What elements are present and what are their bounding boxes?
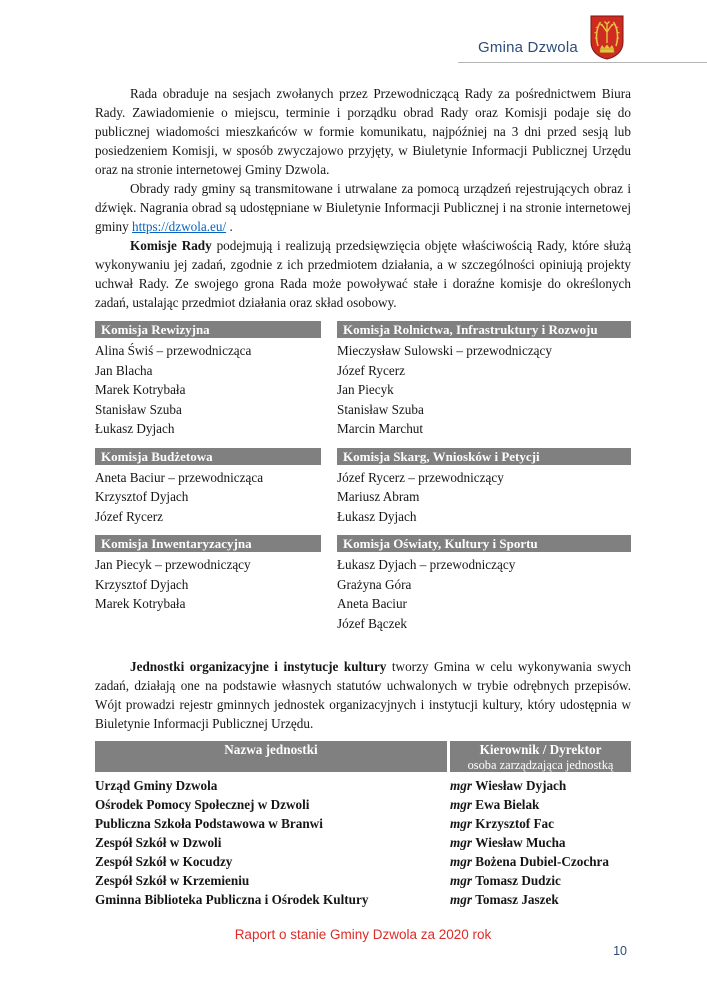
units-header-manager-title: Kierownik / Dyrektor [479,742,602,757]
committee-member: Aneta Baciur [337,596,407,611]
document-body [95,84,631,909]
committee-section-inwentaryzacyjna [95,535,321,633]
units-lead-in: Jednostki organizacyjne i instytucje kultury [130,659,387,674]
units-header-manager [450,741,631,772]
units-table [95,741,631,909]
paragraph-committees-text: podejmują i realizują przedsięwzięcia objęte właściwością Rady, które służą wykonywaniu jej zadań, zgodnie z ich przedmiotem działania, a w szczególności opiniują projekty uchwał Rady. Ze swojego grona Rada może powoływać stałe i doraźne komisje do określonych zadań, ustalając przedmiot działania oraz skład osobowy. [95,238,631,310]
units-header-name: Nazwa jednostki [95,741,447,772]
table-row [95,776,631,795]
unit-name-cell: Gminna Biblioteka Publiczna i Ośrodek Kultury [95,892,369,907]
committees-lead-in: Komisje Rady [130,238,212,253]
unit-manager-cell: mgr Tomasz Jaszek [450,892,559,907]
committee-member: Łukasz Dyjach [337,508,417,524]
committee-section-skarg [337,448,631,527]
table-row [95,871,631,890]
committee-member: Mieczysław Sulowski – przewodniczący [337,343,552,358]
committee-member: Aneta Baciur – przewodnicząca [95,469,264,485]
committee-section-rolnictwa [337,321,631,439]
committee-title-bar: Komisja Oświaty, Kultury i Sportu [337,535,631,552]
unit-name-cell: Zespół Szkół w Dzwoli [95,835,222,850]
committee-member-list [95,468,321,527]
paragraph-sessions: Rada obraduje na sesjach zwołanych przez Przewodniczącą Rady za pośrednictwem Biura Rady. Zawiadomienie o miejscu, terminie i porządku obrad Rady oraz Komisji podaje się do publicznej wiadomości mieszkańców w formie komunikatu, najpóźniej na 3 dni przed sesją lub posiedzeniem Komisji, w sposób zwyczajowo przyjęty, w Biuletynie Informacji Publicznej Urzędu oraz na stronie internetowej Gminy Dzwola. [95,86,631,177]
paragraph-broadcast-tail: . [226,219,233,234]
committee-section-oswiaty [337,535,631,633]
unit-manager-cell: mgr Wiesław Dyjach [450,778,567,793]
committee-section-rewizyjna [95,321,321,439]
unit-manager-cell: mgr Wiesław Mucha [450,835,566,850]
committee-title-bar: Komisja Skarg, Wniosków i Petycji [337,448,631,465]
committee-member: Stanisław Szuba [337,401,424,417]
committee-member: Marek Kotrybała [95,596,186,611]
committee-member: Jan Piecyk – przewodniczący [95,557,251,572]
paragraph-units [95,657,631,733]
committee-member: Józef Rycerz – przewodniczący [337,469,504,485]
committee-title-bar: Komisja Rewizyjna [95,321,321,338]
paragraph-broadcast-text: Obrady rady gminy są transmitowane i utrwalane za pomocą urządzeń rejestrujących obraz i dźwięk. Nagrania obrad są udostępniane w Biuletynie Informacji Publicznej i na stronie internetowej gminy [95,181,631,234]
header-divider [458,62,707,63]
table-row [95,890,631,909]
paragraph-broadcast [95,179,631,236]
committee-section-budzetowa [95,448,321,527]
table-row [95,795,631,814]
table-row [95,814,631,833]
committee-member: Łukasz Dyjach [95,421,175,436]
committee-member: Marcin Marchut [337,421,424,436]
committee-member: Grażyna Góra [337,576,412,592]
committee-member-list [337,555,631,633]
committee-member: Łukasz Dyjach – przewodniczący [337,557,516,572]
committee-member: Józef Rycerz [337,362,405,378]
unit-manager-cell: mgr Tomasz Dudzic [450,873,561,888]
committee-member-list [337,341,631,439]
table-row [95,852,631,871]
coat-of-arms-icon [590,15,624,60]
committee-title-bar: Komisja Rolnictwa, Infrastruktury i Rozwoju [337,321,631,338]
committee-member: Krzysztof Dyjach [95,576,189,592]
unit-name-cell: Ośrodek Pomocy Społecznej w Dzwoli [95,797,310,812]
unit-name-cell: Zespół Szkół w Kocudzy [95,854,233,869]
committee-member-list [95,555,321,614]
committees-grid [95,321,631,633]
committee-member: Józef Rycerz [95,508,163,524]
dzwola-website-link[interactable]: https://dzwola.eu/ [132,219,227,234]
footer-report-title: Raport o stanie Gminy Dzwola za 2020 rok [234,927,492,942]
unit-name-cell: Zespół Szkół w Krzemieniu [95,873,250,888]
table-row [95,833,631,852]
committee-member-list [95,341,321,439]
committee-member: Alina Świś – przewodnicząca [95,343,252,358]
unit-manager-cell: mgr Krzysztof Fac [450,816,555,831]
units-table-body [95,776,631,909]
paragraph-committees [95,236,631,312]
unit-name-cell: Urząd Gminy Dzwola [95,778,218,793]
committee-title-bar: Komisja Inwentaryzacyjna [95,535,321,552]
committee-member-list [337,468,631,527]
paragraph-units-text: tworzy Gmina w celu wykonywania swych zadań, działają one na podstawie własnych statutów uchwalonych w trybie odrębnych przepisów. Wójt prowadzi rejestr gminnych jednostek organizacyjnych i instytucji kultury, który udostępnia w Biuletynie Informacji Publicznej Urzędu. [95,659,631,731]
committee-member: Jan Blacha [95,362,153,378]
units-header-manager-subtitle: osoba zarządzająca jednostką [467,758,614,772]
committee-member: Mariusz Abram [337,489,420,504]
unit-manager-cell: mgr Bożena Dubiel-Czochra [450,854,609,869]
header-brand: Gmina Dzwola [478,39,578,56]
committee-member: Jan Piecyk [337,382,394,397]
unit-manager-cell: mgr Ewa Bielak [450,797,540,812]
committee-title-bar: Komisja Budżetowa [95,448,321,465]
unit-name-cell: Publiczna Szkoła Podstawowa w Branwi [95,816,323,831]
units-table-header [95,741,631,772]
committee-member: Marek Kotrybała [95,382,186,397]
committee-member: Józef Bączek [337,615,407,631]
committee-member: Stanisław Szuba [95,401,182,417]
committee-member: Krzysztof Dyjach [95,489,189,504]
page-number: 10 [613,944,627,958]
